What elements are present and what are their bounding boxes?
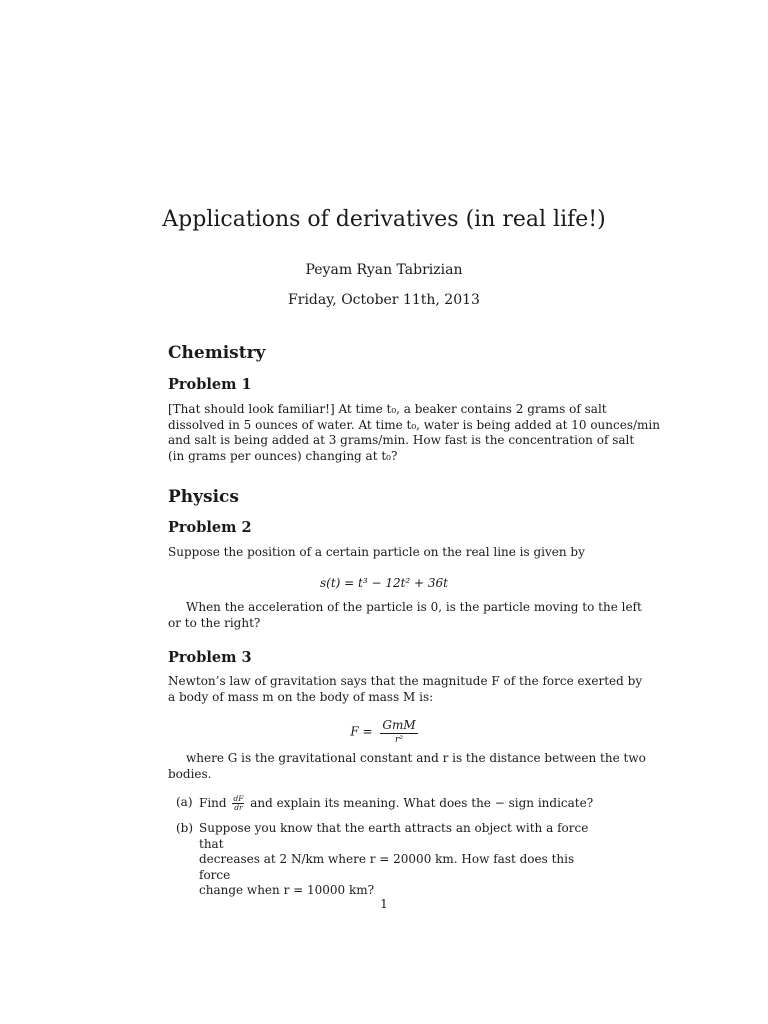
text-line: or to the right? [168, 615, 261, 630]
problem-2-intro [168, 545, 600, 561]
part-a-label: (a) [176, 795, 193, 809]
problem-3-heading: Problem 3 [168, 649, 252, 666]
section-heading-chemistry: Chemistry [168, 343, 266, 363]
text-line: change when r = 10000 km? [199, 883, 375, 897]
text-line: Newton’s law of gravitation says that the magnitude F of the force exerted by [168, 674, 643, 688]
position-equation: s(t) = t³ − 12t² + 36t [319, 576, 449, 590]
text-line: where G is the gravitational constant and r is the distance between the two [186, 751, 646, 765]
date: Friday, October 11th, 2013 [288, 292, 480, 308]
text-line: (in grams per ounces) changing at t₀? [168, 448, 398, 463]
part-a-post: and explain its meaning. What does the − sign indicate? [250, 796, 594, 810]
problem-2-heading: Problem 2 [168, 519, 252, 536]
text-line: and salt is being added at 3 grams/min. How fast is the concentration of salt [168, 433, 635, 447]
problem-1-heading: Problem 1 [168, 376, 252, 393]
text-line: [That should look familiar!] At time t₀, a beaker contains 2 grams of salt [168, 402, 607, 416]
problem-1-text [168, 402, 660, 464]
equation-lhs: F = [350, 724, 373, 739]
text-line: Suppose you know that the earth attracts an object with a force that [199, 821, 589, 851]
text-line: dissolved in 5 ounces of water. At time t₀, water is being added at 10 ounces/min [168, 417, 660, 432]
text-line: Suppose the position of a certain particle on the real line is given by [168, 545, 585, 559]
problem-3-intro [168, 674, 643, 705]
problem-3-explanation [168, 751, 646, 782]
author-name: Peyam Ryan Tabrizian [305, 262, 463, 278]
part-b [168, 821, 600, 899]
page-number: 1 [380, 897, 388, 911]
fraction-denominator: r² [395, 735, 403, 745]
derivative-denominator: dr [234, 803, 243, 812]
text-line: When the acceleration of the particle is 0, is the particle moving to the left [186, 600, 642, 614]
gravitation-equation [168, 718, 600, 746]
problem-2-question [168, 600, 642, 631]
derivative-numerator: dF [233, 794, 244, 803]
text-line: bodies. [168, 766, 212, 781]
equation-fraction [380, 718, 417, 746]
part-b-label: (b) [176, 821, 194, 835]
section-heading-physics: Physics [168, 487, 239, 507]
part-a [168, 795, 600, 812]
part-a-pre: Find [199, 796, 227, 810]
text-line: a body of mass m on the body of mass M is: [168, 689, 434, 704]
fraction-numerator: GmM [382, 718, 416, 732]
derivative-fraction [232, 795, 244, 812]
text-line: decreases at 2 N/km where r = 20000 km. How fast does this force [199, 852, 575, 882]
paper-title: Applications of derivatives (in real life!) [162, 207, 606, 232]
